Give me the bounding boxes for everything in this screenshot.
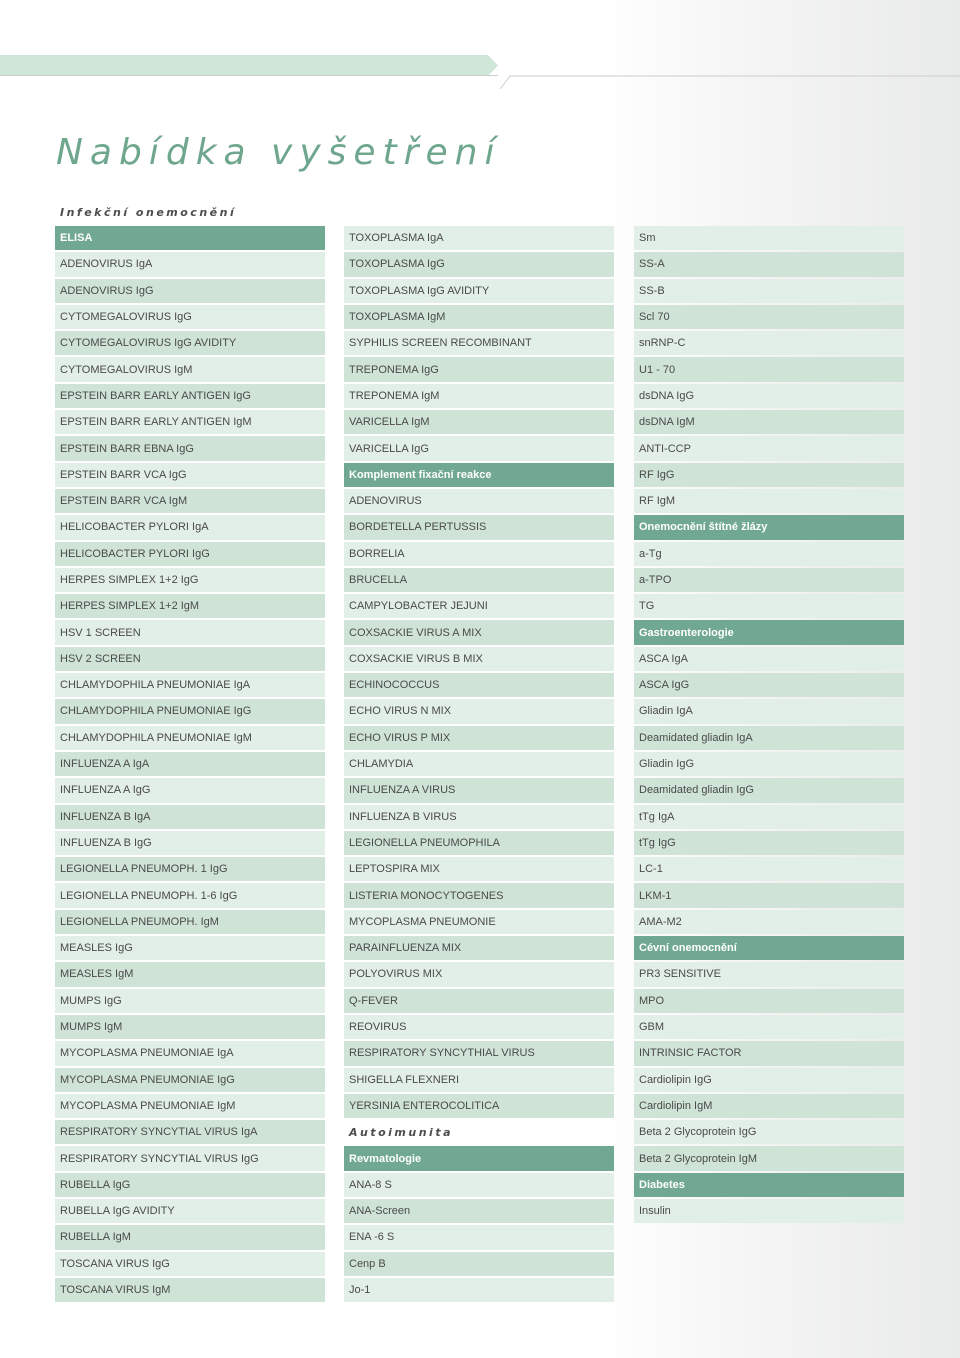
test-item: RUBELLA IgG [55,1173,325,1197]
test-item: Cardiolipin IgG [634,1068,904,1092]
test-item: INFLUENZA A IgA [55,752,325,776]
test-item: REOVIRUS [344,1015,614,1039]
test-item: LC-1 [634,857,904,881]
test-item: RUBELLA IgG AVIDITY [55,1199,325,1223]
test-item: Beta 2 Glycoprotein IgG [634,1120,904,1144]
category-header-komplement-fixacni-reakce: Komplement fixační reakce [344,463,614,487]
test-item: INFLUENZA A VIRUS [344,778,614,802]
test-column-1 [55,226,325,1304]
test-item: CYTOMEGALOVIRUS IgG [55,305,325,329]
section-label-autoimunita: Autoimunita [349,1125,454,1139]
test-item: TOXOPLASMA IgG AVIDITY [344,279,614,303]
test-item: HERPES SIMPLEX 1+2 IgG [55,568,325,592]
category-header-gastroenterologie: Gastroenterologie [634,620,904,644]
test-item: SS-B [634,279,904,303]
test-item: ASCA IgG [634,673,904,697]
test-item: TOXOPLASMA IgG [344,252,614,276]
header-rule [0,75,960,91]
test-item: TOXOPLASMA IgM [344,305,614,329]
test-item: ADENOVIRUS IgA [55,252,325,276]
test-item: MYCOPLASMA PNEUMONIAE IgM [55,1094,325,1118]
test-item: INFLUENZA B IgA [55,805,325,829]
test-item: COXSACKIE VIRUS A MIX [344,620,614,644]
test-item: dsDNA IgG [634,384,904,408]
test-item: CYTOMEGALOVIRUS IgM [55,357,325,381]
test-item: TOSCANA VIRUS IgG [55,1252,325,1276]
test-item: Gliadin IgA [634,699,904,723]
test-item: HSV 2 SCREEN [55,647,325,671]
test-item: YERSINIA ENTEROCOLITICA [344,1094,614,1118]
test-item: PARAINFLUENZA MIX [344,936,614,960]
test-item: ANTI-CCP [634,436,904,460]
test-item: EPSTEIN BARR VCA IgM [55,489,325,513]
test-item: ANA-Screen [344,1199,614,1223]
test-item: PR3 SENSITIVE [634,962,904,986]
test-item: Gliadin IgG [634,752,904,776]
test-item: Beta 2 Glycoprotein IgM [634,1146,904,1170]
section-label-infekcni: Infekční onemocnění [60,206,237,219]
test-item: RUBELLA IgM [55,1225,325,1249]
test-item: INFLUENZA A IgG [55,778,325,802]
test-item: LEGIONELLA PNEUMOPHILA [344,831,614,855]
test-item: COXSACKIE VIRUS B MIX [344,647,614,671]
test-item: TOXOPLASMA IgA [344,226,614,250]
test-item: VARICELLA IgM [344,410,614,434]
test-item: Sm [634,226,904,250]
test-item: HERPES SIMPLEX 1+2 IgM [55,594,325,618]
test-item: RESPIRATORY SYNCYTHIAL VIRUS [344,1041,614,1065]
test-item: MEASLES IgG [55,936,325,960]
test-item: RESPIRATORY SYNCYTIAL VIRUS IgG [55,1146,325,1170]
test-item: CYTOMEGALOVIRUS IgG AVIDITY [55,331,325,355]
test-item: AMA-M2 [634,910,904,934]
test-item: VARICELLA IgG [344,436,614,460]
test-item: U1 - 70 [634,357,904,381]
test-item: LKM-1 [634,883,904,907]
test-item: MUMPS IgM [55,1015,325,1039]
test-item: MUMPS IgG [55,989,325,1013]
test-item: MPO [634,989,904,1013]
test-item: tTg IgG [634,831,904,855]
test-item: EPSTEIN BARR EARLY ANTIGEN IgM [55,410,325,434]
test-item: ASCA IgA [634,647,904,671]
test-item: HSV 1 SCREEN [55,620,325,644]
test-item: HELICOBACTER PYLORI IgA [55,515,325,539]
test-item: ENA -6 S [344,1225,614,1249]
test-item: MEASLES IgM [55,962,325,986]
test-item: SS-A [634,252,904,276]
test-item: BORDETELLA PERTUSSIS [344,515,614,539]
test-column-2 [344,226,614,1304]
test-item: ECHINOCOCCUS [344,673,614,697]
test-item: Jo-1 [344,1278,614,1302]
test-item: Cardiolipin IgM [634,1094,904,1118]
category-header-cevni-onemocneni: Cévní onemocnění [634,936,904,960]
test-item: TREPONEMA IgM [344,384,614,408]
test-item: INFLUENZA B IgG [55,831,325,855]
test-item: RF IgM [634,489,904,513]
test-item: Cenp B [344,1252,614,1276]
test-item: a-Tg [634,542,904,566]
test-item: BRUCELLA [344,568,614,592]
test-item: Q-FEVER [344,989,614,1013]
test-item: LEPTOSPIRA MIX [344,857,614,881]
test-item: INTRINSIC FACTOR [634,1041,904,1065]
test-item: POLYOVIRUS MIX [344,962,614,986]
category-header-revmatologie: Revmatologie [344,1146,614,1170]
test-item: EPSTEIN BARR EARLY ANTIGEN IgG [55,384,325,408]
test-item: CHLAMYDOPHILA PNEUMONIAE IgG [55,699,325,723]
test-item: MYCOPLASMA PNEUMONIAE IgG [55,1068,325,1092]
test-item: Deamidated gliadin IgA [634,726,904,750]
test-item: LEGIONELLA PNEUMOPH. 1-6 IgG [55,883,325,907]
test-item: HELICOBACTER PYLORI IgG [55,542,325,566]
test-item: INFLUENZA B VIRUS [344,805,614,829]
test-item: LEGIONELLA PNEUMOPH. 1 IgG [55,857,325,881]
test-item: LEGIONELLA PNEUMOPH. IgM [55,910,325,934]
test-item: CHLAMYDOPHILA PNEUMONIAE IgA [55,673,325,697]
test-item: CAMPYLOBACTER JEJUNI [344,594,614,618]
test-item: RF IgG [634,463,904,487]
test-item: EPSTEIN BARR VCA IgG [55,463,325,487]
test-item: LISTERIA MONOCYTOGENES [344,883,614,907]
test-item: MYCOPLASMA PNEUMONIAE IgA [55,1041,325,1065]
test-item: TOSCANA VIRUS IgM [55,1278,325,1302]
test-item: dsDNA IgM [634,410,904,434]
test-item: MYCOPLASMA PNEUMONIE [344,910,614,934]
test-item: Scl 70 [634,305,904,329]
test-item: snRNP-C [634,331,904,355]
test-item: ECHO VIRUS N MIX [344,699,614,723]
category-header-diabetes: Diabetes [634,1173,904,1197]
test-item: CHLAMYDOPHILA PNEUMONIAE IgM [55,726,325,750]
test-item: TREPONEMA IgG [344,357,614,381]
test-item: ADENOVIRUS [344,489,614,513]
header-band [0,55,498,76]
category-header-elisa: ELISA [55,226,325,250]
page-title: Nabídka vyšetření [56,132,502,173]
test-item: RESPIRATORY SYNCYTIAL VIRUS IgA [55,1120,325,1144]
test-item: Deamidated gliadin IgG [634,778,904,802]
test-item: CHLAMYDIA [344,752,614,776]
test-item: BORRELIA [344,542,614,566]
test-item: Insulin [634,1199,904,1223]
test-item: EPSTEIN BARR EBNA IgG [55,436,325,460]
test-item: GBM [634,1015,904,1039]
test-item: ECHO VIRUS P MIX [344,726,614,750]
test-item: ANA-8 S [344,1173,614,1197]
test-column-3 [634,226,904,1225]
test-item: TG [634,594,904,618]
test-item: a-TPO [634,568,904,592]
test-item: SHIGELLA FLEXNERI [344,1068,614,1092]
category-header-onemocneni-stitne-zlazy: Onemocnění štítné žlázy [634,515,904,539]
test-item: tTg IgA [634,805,904,829]
test-item: ADENOVIRUS IgG [55,279,325,303]
test-item: SYPHILIS SCREEN RECOMBINANT [344,331,614,355]
